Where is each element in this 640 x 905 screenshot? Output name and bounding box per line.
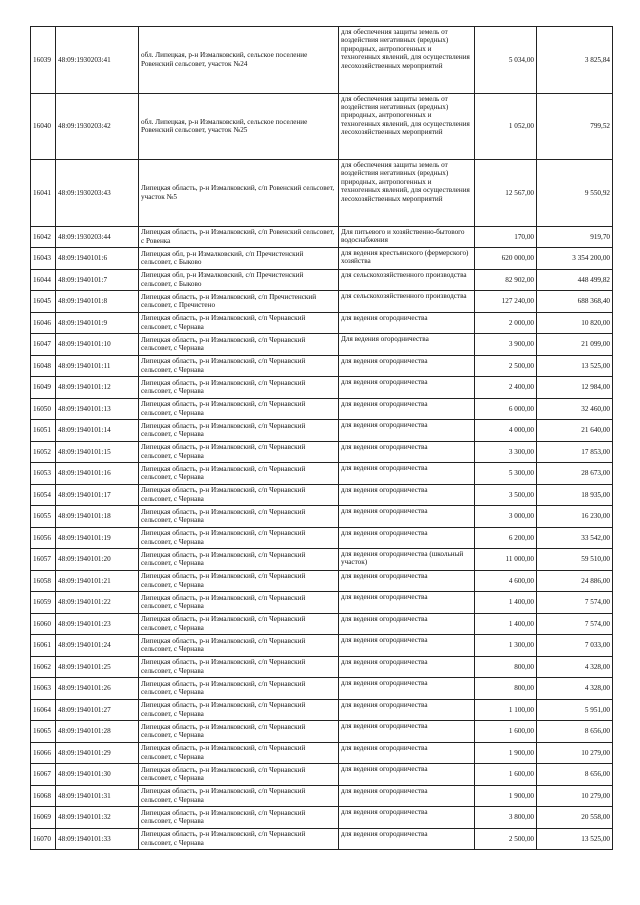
address-cell: Липецкая область, р-н Измалковский, с/п Чернавский сельсовет, с Чернава: [139, 506, 339, 528]
area-cell: 12 567,00: [475, 160, 537, 227]
address-cell: обл. Липецкая, р-н Измалковский, сельское поселение Ровенский сельсовет, участок №24: [139, 27, 339, 94]
table-row: [31, 355, 613, 377]
table-row: [31, 828, 613, 850]
permitted-use-cell: для обеспечения защиты земель от воздействия негативных (вредных) природных, антропогенных и техногенных явлений, для осуществления лесохозяйственных мероприятий: [339, 93, 475, 160]
row-number: 16042: [31, 226, 56, 248]
cadastral-number: 48:09:1930203:43: [56, 160, 139, 227]
table-row: [31, 699, 613, 721]
permitted-use-cell: для ведения огородничества: [339, 807, 475, 829]
cadastral-value-cell: 20 558,00: [537, 807, 613, 829]
row-number: 16051: [31, 420, 56, 442]
address-cell: Липецкая область, р-н Измалковский, с/п Чернавский сельсовет, с Чернава: [139, 549, 339, 571]
cadastral-number: 48:09:1940101:12: [56, 377, 139, 399]
permitted-use-cell: для ведения огородничества: [339, 828, 475, 850]
permitted-use-cell: Для ведения огородничества: [339, 334, 475, 356]
table-row: [31, 656, 613, 678]
cadastral-value-cell: 688 368,40: [537, 291, 613, 313]
table-row: [31, 420, 613, 442]
cadastral-number: 48:09:1930203:42: [56, 93, 139, 160]
permitted-use-cell: для ведения огородничества: [339, 678, 475, 700]
permitted-use-cell: для ведения огородничества: [339, 570, 475, 592]
area-cell: 1 900,00: [475, 742, 537, 764]
table-row: [31, 334, 613, 356]
area-cell: 2 500,00: [475, 828, 537, 850]
cadastral-number: 48:09:1940101:23: [56, 613, 139, 635]
permitted-use-cell: для ведения огородничества: [339, 398, 475, 420]
cadastral-value-cell: 21 640,00: [537, 420, 613, 442]
area-cell: 3 900,00: [475, 334, 537, 356]
row-number: 16064: [31, 699, 56, 721]
cadastral-value-cell: 799,52: [537, 93, 613, 160]
area-cell: 1 600,00: [475, 721, 537, 743]
cadastral-value-cell: 7 033,00: [537, 635, 613, 657]
cadastral-value-cell: 21 099,00: [537, 334, 613, 356]
cadastral-number: 48:09:1940101:32: [56, 807, 139, 829]
row-number: 16068: [31, 785, 56, 807]
permitted-use-cell: для ведения огородничества: [339, 420, 475, 442]
permitted-use-cell: Для питьевого и хозяйственно-бытового водоснабжения: [339, 226, 475, 248]
address-cell: Липецкая область, р-н Измалковский, с/п Чернавский сельсовет, с Чернава: [139, 764, 339, 786]
area-cell: 1 300,00: [475, 635, 537, 657]
address-cell: Липецкая область, р-н Измалковский, с/п Чернавский сельсовет, с Чернава: [139, 420, 339, 442]
table-row: [31, 678, 613, 700]
cadastral-number: 48:09:1940101:18: [56, 506, 139, 528]
area-cell: 3 800,00: [475, 807, 537, 829]
permitted-use-cell: для ведения огородничества: [339, 613, 475, 635]
row-number: 16065: [31, 721, 56, 743]
cadastral-value-cell: 10 820,00: [537, 312, 613, 334]
row-number: 16043: [31, 248, 56, 270]
row-number: 16060: [31, 613, 56, 635]
cadastral-number: 48:09:1930203:41: [56, 27, 139, 94]
cadastral-value-cell: 10 279,00: [537, 742, 613, 764]
permitted-use-cell: для ведения огородничества: [339, 355, 475, 377]
table-row: [31, 441, 613, 463]
table-row: [31, 613, 613, 635]
document-page: [30, 26, 612, 850]
table-row: [31, 549, 613, 571]
area-cell: 4 600,00: [475, 570, 537, 592]
area-cell: 2 000,00: [475, 312, 537, 334]
permitted-use-cell: для ведения огородничества: [339, 721, 475, 743]
cadastral-number: 48:09:1940101:22: [56, 592, 139, 614]
row-number: 16054: [31, 484, 56, 506]
table-body: [31, 27, 613, 850]
permitted-use-cell: для ведения крестьянского (фермерского) хозяйства: [339, 248, 475, 270]
cadastral-number: 48:09:1940101:10: [56, 334, 139, 356]
area-cell: 1 400,00: [475, 592, 537, 614]
address-cell: Липецкая область, р-н Измалковский, с/п Чернавский сельсовет, с Чернава: [139, 635, 339, 657]
table-row: [31, 291, 613, 313]
cadastral-number: 48:09:1940101:11: [56, 355, 139, 377]
area-cell: 3 300,00: [475, 441, 537, 463]
permitted-use-cell: для ведения огородничества: [339, 506, 475, 528]
cadastral-number: 48:09:1940101:14: [56, 420, 139, 442]
cadastral-number: 48:09:1940101:31: [56, 785, 139, 807]
address-cell: Липецкая область, р-н Измалковский, с/п Чернавский сельсовет, с Чернава: [139, 463, 339, 485]
permitted-use-cell: для ведения огородничества: [339, 312, 475, 334]
permitted-use-cell: для ведения огородничества: [339, 484, 475, 506]
table-row: [31, 785, 613, 807]
area-cell: 800,00: [475, 656, 537, 678]
cadastral-value-cell: 28 673,00: [537, 463, 613, 485]
area-cell: 4 000,00: [475, 420, 537, 442]
row-number: 16056: [31, 527, 56, 549]
table-row: [31, 742, 613, 764]
area-cell: 2 400,00: [475, 377, 537, 399]
row-number: 16057: [31, 549, 56, 571]
cadastral-number: 48:09:1940101:19: [56, 527, 139, 549]
permitted-use-cell: для ведения огородничества: [339, 764, 475, 786]
cadastral-value-cell: 33 542,00: [537, 527, 613, 549]
cadastral-value-cell: 3 825,84: [537, 27, 613, 94]
address-cell: Липецкая область, р-н Измалковский, с/п Чернавский сельсовет, с Чернава: [139, 656, 339, 678]
cadastral-value-cell: 4 328,00: [537, 678, 613, 700]
row-number: 16044: [31, 269, 56, 291]
row-number: 16058: [31, 570, 56, 592]
area-cell: 1 052,00: [475, 93, 537, 160]
row-number: 16053: [31, 463, 56, 485]
row-number: 16066: [31, 742, 56, 764]
address-cell: Липецкая область, р-н Измалковский, с/п Чернавский сельсовет, с Чернава: [139, 785, 339, 807]
row-number: 16070: [31, 828, 56, 850]
area-cell: 1 600,00: [475, 764, 537, 786]
area-cell: 1 100,00: [475, 699, 537, 721]
row-number: 16063: [31, 678, 56, 700]
cadastral-value-cell: 10 279,00: [537, 785, 613, 807]
address-cell: Липецкая область, р-н Измалковский, с/п Ровенский сельсовет, участок №5: [139, 160, 339, 227]
cadastral-number: 48:09:1940101:8: [56, 291, 139, 313]
cadastral-value-cell: 13 525,00: [537, 355, 613, 377]
address-cell: Липецкая область, р-н Измалковский, с/п Чернавский сельсовет, с Чернава: [139, 592, 339, 614]
permitted-use-cell: для сельскохозяйственного производства: [339, 291, 475, 313]
row-number: 16067: [31, 764, 56, 786]
table-row: [31, 160, 613, 227]
cadastral-number: 48:09:1940101:29: [56, 742, 139, 764]
cadastral-number: 48:09:1940101:33: [56, 828, 139, 850]
address-cell: обл. Липецкая, р-н Измалковский, сельское поселение Ровенский сельсовет, участок №25: [139, 93, 339, 160]
address-cell: Липецкая область, р-н Измалковский, с/п Чернавский сельсовет, с Чернава: [139, 678, 339, 700]
row-number: 16049: [31, 377, 56, 399]
area-cell: 6 000,00: [475, 398, 537, 420]
cadastral-number: 48:09:1940101:17: [56, 484, 139, 506]
cadastral-number: 48:09:1940101:13: [56, 398, 139, 420]
area-cell: 800,00: [475, 678, 537, 700]
address-cell: Липецкая область, р-н Измалковский, с/п Чернавский сельсовет, с Чернава: [139, 570, 339, 592]
row-number: 16050: [31, 398, 56, 420]
row-number: 16055: [31, 506, 56, 528]
cadastral-number: 48:09:1940101:20: [56, 549, 139, 571]
cadastral-number: 48:09:1940101:30: [56, 764, 139, 786]
cadastral-value-cell: 18 935,00: [537, 484, 613, 506]
cadastral-number: 48:09:1940101:25: [56, 656, 139, 678]
address-cell: Липецкая область, р-н Измалковский, с/п Чернавский сельсовет, с Чернава: [139, 828, 339, 850]
permitted-use-cell: для ведения огородничества: [339, 635, 475, 657]
cadastral-number: 48:09:1940101:24: [56, 635, 139, 657]
table-row: [31, 506, 613, 528]
cadastral-value-cell: 3 354 200,00: [537, 248, 613, 270]
cadastral-value-cell: 919,70: [537, 226, 613, 248]
cadastral-value-cell: 12 984,00: [537, 377, 613, 399]
cadastral-value-cell: 17 853,00: [537, 441, 613, 463]
permitted-use-cell: для ведения огородничества: [339, 656, 475, 678]
permitted-use-cell: для ведения огородничества (школьный участок): [339, 549, 475, 571]
area-cell: 127 240,00: [475, 291, 537, 313]
cadastral-number: 48:09:1940101:9: [56, 312, 139, 334]
permitted-use-cell: для сельскохозяйственного производства: [339, 269, 475, 291]
permitted-use-cell: для ведения огородничества: [339, 377, 475, 399]
table-row: [31, 592, 613, 614]
table-row: [31, 377, 613, 399]
address-cell: Липецкая область, р-н Измалковский, с/п Ровенский сельсовет, с Ровенка: [139, 226, 339, 248]
permitted-use-cell: для обеспечения защиты земель от воздействия негативных (вредных) природных, антропогенных и техногенных явлений, для осуществления лесохозяйственных мероприятий: [339, 27, 475, 94]
row-number: 16061: [31, 635, 56, 657]
table-row: [31, 312, 613, 334]
table-row: [31, 248, 613, 270]
cadastral-number: 48:09:1940101:15: [56, 441, 139, 463]
table-row: [31, 463, 613, 485]
address-cell: Липецкая область, р-н Измалковский, с/п Чернавский сельсовет, с Чернава: [139, 441, 339, 463]
table-row: [31, 269, 613, 291]
permitted-use-cell: для ведения огородничества: [339, 527, 475, 549]
cadastral-number: 48:09:1940101:27: [56, 699, 139, 721]
table-row: [31, 93, 613, 160]
area-cell: 2 500,00: [475, 355, 537, 377]
address-cell: Липецкая область, р-н Измалковский, с/п Чернавский сельсовет, с Чернава: [139, 355, 339, 377]
table-row: [31, 807, 613, 829]
row-number: 16046: [31, 312, 56, 334]
address-cell: Липецкая обл, р-н Измалковский, с/п Пречистенский сельсовет, с Быково: [139, 269, 339, 291]
area-cell: 3 000,00: [475, 506, 537, 528]
address-cell: Липецкая область, р-н Измалковский, с/п Чернавский сельсовет, с Чернава: [139, 377, 339, 399]
area-cell: 620 000,00: [475, 248, 537, 270]
cadastral-number: 48:09:1940101:16: [56, 463, 139, 485]
cadastral-value-cell: 32 460,00: [537, 398, 613, 420]
row-number: 16047: [31, 334, 56, 356]
address-cell: Липецкая область, р-н Измалковский, с/п Чернавский сельсовет, с Чернава: [139, 613, 339, 635]
cadastral-value-cell: 13 525,00: [537, 828, 613, 850]
address-cell: Липецкая область, р-н Измалковский, с/п Чернавский сельсовет, с Чернава: [139, 398, 339, 420]
cadastral-value-cell: 59 510,00: [537, 549, 613, 571]
row-number: 16069: [31, 807, 56, 829]
cadastral-value-cell: 4 328,00: [537, 656, 613, 678]
cadastral-value-cell: 7 574,00: [537, 613, 613, 635]
permitted-use-cell: для ведения огородничества: [339, 441, 475, 463]
permitted-use-cell: для ведения огородничества: [339, 742, 475, 764]
permitted-use-cell: для ведения огородничества: [339, 592, 475, 614]
cadastral-value-cell: 24 886,00: [537, 570, 613, 592]
cadastral-value-cell: 448 499,82: [537, 269, 613, 291]
land-plots-table: [30, 26, 613, 850]
cadastral-number: 48:09:1940101:28: [56, 721, 139, 743]
row-number: 16041: [31, 160, 56, 227]
area-cell: 1 900,00: [475, 785, 537, 807]
cadastral-value-cell: 9 550,92: [537, 160, 613, 227]
area-cell: 11 000,00: [475, 549, 537, 571]
table-row: [31, 226, 613, 248]
address-cell: Липецкая область, р-н Измалковский, с/п Чернавский сельсовет, с Чернава: [139, 699, 339, 721]
area-cell: 6 200,00: [475, 527, 537, 549]
cadastral-value-cell: 8 656,00: [537, 764, 613, 786]
address-cell: Липецкая область, р-н Измалковский, с/п Чернавский сельсовет, с Чернава: [139, 721, 339, 743]
table-row: [31, 484, 613, 506]
cadastral-number: 48:09:1930203:44: [56, 226, 139, 248]
permitted-use-cell: для ведения огородничества: [339, 785, 475, 807]
area-cell: 82 902,00: [475, 269, 537, 291]
area-cell: 3 500,00: [475, 484, 537, 506]
row-number: 16045: [31, 291, 56, 313]
table-row: [31, 27, 613, 94]
table-row: [31, 721, 613, 743]
cadastral-value-cell: 7 574,00: [537, 592, 613, 614]
address-cell: Липецкая область, р-н Измалковский, с/п Пречистенский сельсовет, с Пречистено: [139, 291, 339, 313]
row-number: 16048: [31, 355, 56, 377]
cadastral-number: 48:09:1940101:7: [56, 269, 139, 291]
table-row: [31, 398, 613, 420]
address-cell: Липецкая область, р-н Измалковский, с/п Чернавский сельсовет, с Чернава: [139, 334, 339, 356]
table-row: [31, 635, 613, 657]
address-cell: Липецкая область, р-н Измалковский, с/п Чернавский сельсовет, с Чернава: [139, 484, 339, 506]
permitted-use-cell: для ведения огородничества: [339, 699, 475, 721]
address-cell: Липецкая область, р-н Измалковский, с/п Чернавский сельсовет, с Чернава: [139, 742, 339, 764]
cadastral-value-cell: 16 230,00: [537, 506, 613, 528]
row-number: 16052: [31, 441, 56, 463]
area-cell: 5 300,00: [475, 463, 537, 485]
cadastral-number: 48:09:1940101:6: [56, 248, 139, 270]
row-number: 16062: [31, 656, 56, 678]
address-cell: Липецкая область, р-н Измалковский, с/п Чернавский сельсовет, с Чернава: [139, 527, 339, 549]
row-number: 16040: [31, 93, 56, 160]
address-cell: Липецкая область, р-н Измалковский, с/п Чернавский сельсовет, с Чернава: [139, 807, 339, 829]
permitted-use-cell: для ведения огородничества: [339, 463, 475, 485]
permitted-use-cell: для обеспечения защиты земель от воздействия негативных (вредных) природных, антропогенных и техногенных явлений, для осуществления лесохозяйственных мероприятий: [339, 160, 475, 227]
row-number: 16039: [31, 27, 56, 94]
table-row: [31, 527, 613, 549]
cadastral-value-cell: 5 951,00: [537, 699, 613, 721]
area-cell: 1 400,00: [475, 613, 537, 635]
area-cell: 170,00: [475, 226, 537, 248]
table-row: [31, 764, 613, 786]
cadastral-number: 48:09:1940101:21: [56, 570, 139, 592]
address-cell: Липецкая обл, р-н Измалковский, с/п Пречистенский сельсовет, с Быково: [139, 248, 339, 270]
cadastral-number: 48:09:1940101:26: [56, 678, 139, 700]
row-number: 16059: [31, 592, 56, 614]
address-cell: Липецкая область, р-н Измалковский, с/п Чернавский сельсовет, с Чернава: [139, 312, 339, 334]
cadastral-value-cell: 8 656,00: [537, 721, 613, 743]
area-cell: 5 034,00: [475, 27, 537, 94]
table-row: [31, 570, 613, 592]
